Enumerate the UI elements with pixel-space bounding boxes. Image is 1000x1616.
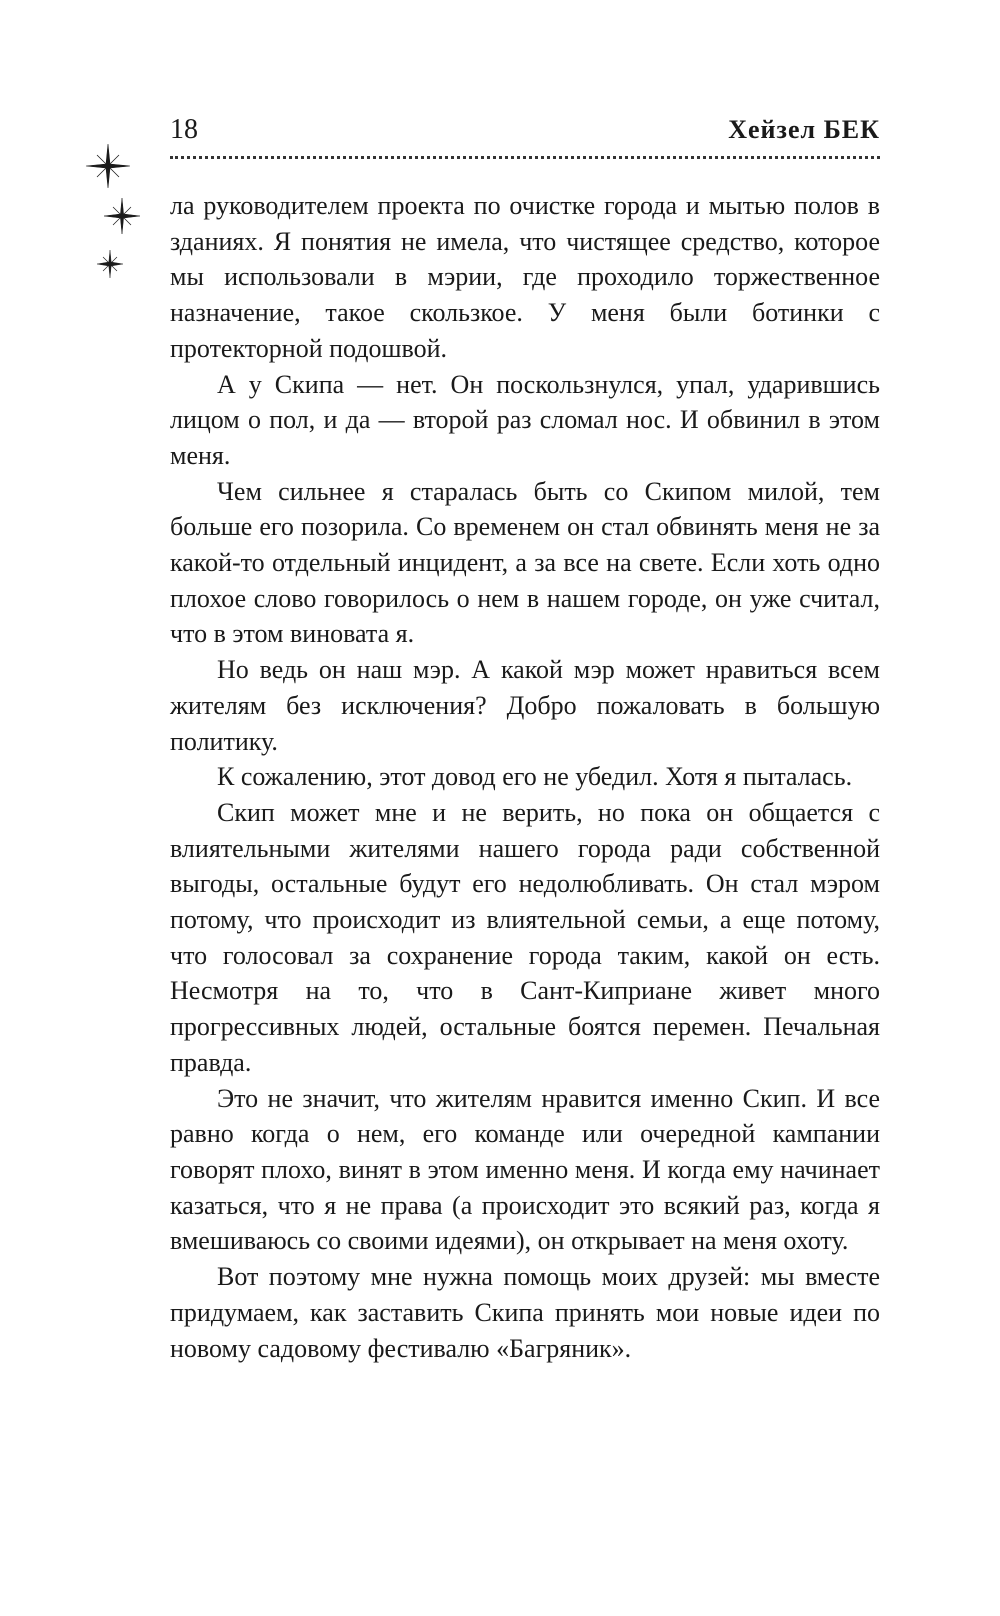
sparkle-stars-icon bbox=[80, 140, 160, 300]
page-number: 18 bbox=[170, 114, 198, 145]
paragraph: К сожалению, этот довод его не убедил. Хотя я пыталась. bbox=[217, 762, 853, 792]
paragraph: Скип может мне и не верить, но пока он общается с влиятельными жителями нашего города ради собственной выгоды, остальные будут его недолюбливать. Он стал мэром потому, что происходит из влиятельной семьи, а еще потому, что голосовал за сохранение города таким, какой он есть. Несмотря на то, что в Сант-Киприане живет много прогрессивных людей, остальные боятся перемен. Печальная правда. bbox=[170, 797, 880, 1077]
sparkle-star-large-icon bbox=[86, 144, 130, 188]
sparkle-star-medium-icon bbox=[104, 198, 140, 234]
body-text bbox=[170, 188, 880, 1366]
paragraph: А у Скипа — нет. Он поскользнулся, упал, ударившись лицом о пол, и да — второй раз сломал нос. И обвинил в этом меня. bbox=[170, 369, 880, 470]
running-head-author: Хейзел БЕК bbox=[728, 115, 880, 144]
paragraph: ла руководителем проекта по очистке города и мытью полов в зданиях. Я понятия не имела, что чистящее средство, которое мы использовали в мэрии, где проходило торжественное назначение, такое скользкое. У меня были ботинки с протекторной подошвой. bbox=[170, 191, 880, 363]
paragraph: Чем сильнее я старалась быть со Скипом милой, тем больше его позорила. Со временем он стал обвинять меня не за какой-то отдельный инцидент, а за все на свете. Если хоть одно плохое слово говорилось о нем в нашем городе, он уже считал, что в этом виновата я. bbox=[170, 476, 880, 649]
page-header bbox=[170, 110, 880, 150]
header-dotted-rule bbox=[170, 156, 880, 159]
sparkle-star-small-icon bbox=[97, 250, 123, 278]
paragraph: Но ведь он наш мэр. А какой мэр может нравиться всем жителям без исключения? Добро пожаловать в большую политику. bbox=[170, 655, 880, 756]
paragraph: Это не значит, что жителям нравится именно Скип. И все равно когда о нем, его команде или очередной кампании говорят плохо, винят в этом именно меня. И когда ему начинает казаться, что я не права (а происходит это всякий раз, когда я вмешиваюсь со своими идеями), он открывает на меня охоту. bbox=[170, 1083, 880, 1256]
paragraph: Вот поэтому мне нужна помощь моих друзей: мы вместе придумаем, как заставить Скипа принять мои новые идеи по новому садовому фестивалю «Багряник». bbox=[170, 1262, 880, 1363]
